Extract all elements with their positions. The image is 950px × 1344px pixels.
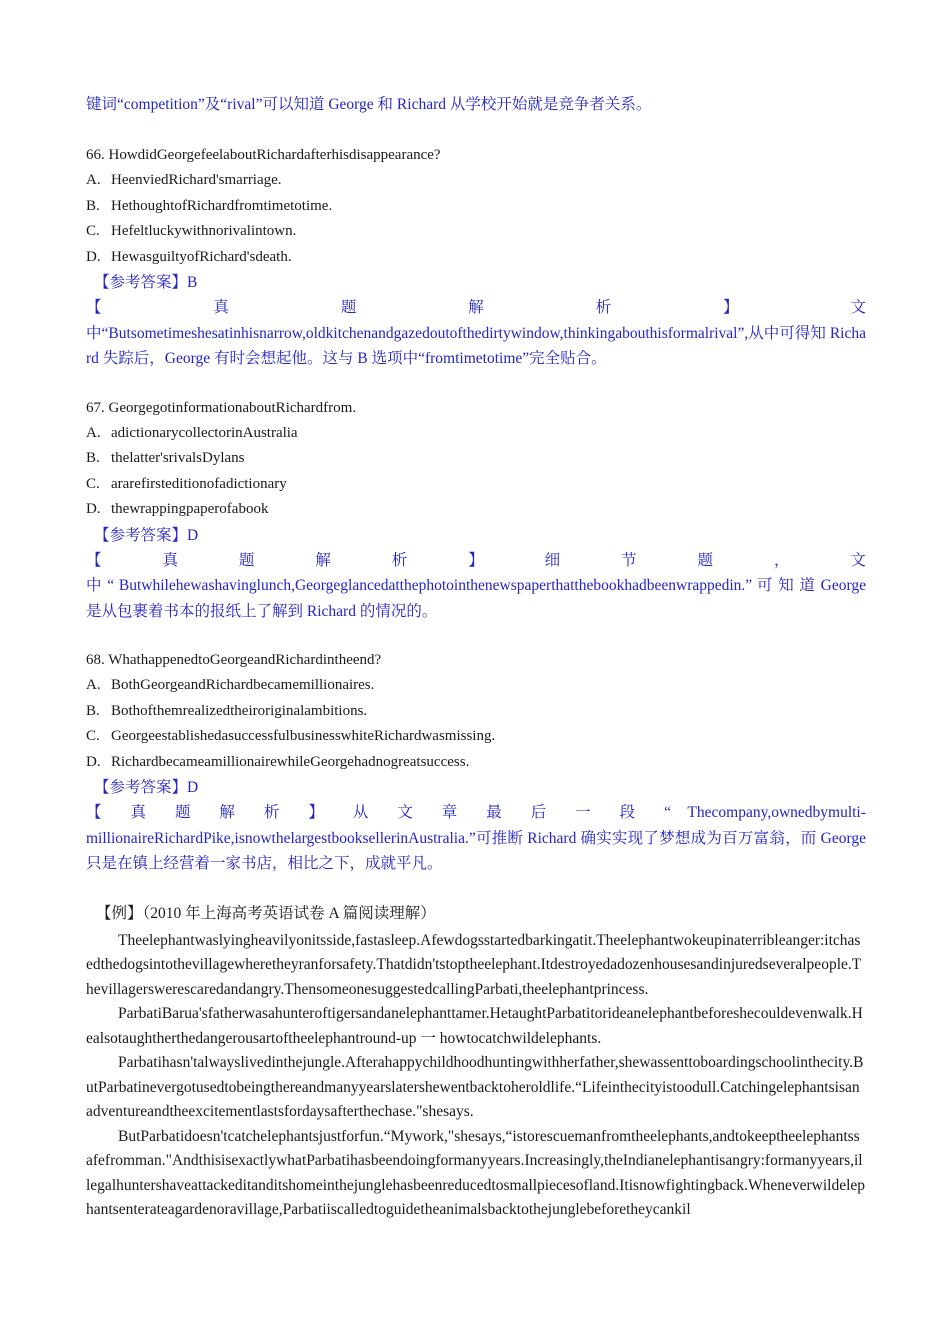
- question-stem: 67. GeorgegotinformationaboutRichardfrom.: [86, 399, 357, 416]
- analysis-heading-token: 【: [86, 804, 115, 821]
- passage-paragraph: Parbatihasn'talwayslivedinthejungle.Afterahappychildhoodhuntingwithherfather,shewassenttoboardingschoolinthecity.ButParbatinevergotusedtobeingthereandmanyyearslatershewentbacktoheroldlife.“Lifeinthecityistoodull.Catchingelephantsisanadventureandtheexcitementlastsfordaysafterthechase."shesays.: [86, 1054, 864, 1120]
- analysis-heading-token: Thecompany,ownedbymulti-: [687, 804, 866, 821]
- question-block: [86, 143, 866, 372]
- answer-option: [86, 750, 866, 776]
- analysis-heading-token: 解: [219, 804, 248, 821]
- analysis-heading-token: 解: [468, 299, 538, 316]
- question-stem: 68. WhathappenedtoGeorgeandRichardintheend?: [86, 652, 382, 668]
- option-text: HewasguiltyofRichard'sdeath.: [111, 248, 292, 265]
- analysis-heading-token: 析: [391, 551, 436, 569]
- option-text: thewrappingpaperofabook: [111, 501, 269, 517]
- option-label: C.: [86, 223, 100, 239]
- analysis-heading-token: 真: [213, 299, 283, 316]
- option-label: B.: [86, 702, 100, 719]
- option-text: GeorgeestablishedasuccessfulbusinesswhiteRichardwasmissing.: [111, 728, 496, 744]
- analysis-body: 中“Butsometimeshesatinhisnarrow,oldkitchenandgazedoutofthedirtywindow,thinkingabouthisformalrival”,从中可得知 Richard 失踪后，George 有时会想起他。这与 B 选项中“fromtimetotime”完全贴合。: [86, 324, 866, 367]
- question-list: [86, 143, 866, 877]
- answer-option: [86, 245, 866, 271]
- analysis-heading-token: 【: [86, 551, 131, 569]
- answer-option: [86, 497, 866, 523]
- question-block: [86, 396, 866, 625]
- answer-option: [86, 472, 866, 498]
- option-label: C.: [86, 475, 100, 492]
- analysis-heading-token: “: [664, 804, 671, 821]
- analysis-heading-token: 】: [468, 551, 513, 569]
- question-stem: 66. HowdidGeorgefeelaboutRichardafterhisdisappearance?: [86, 147, 441, 163]
- analysis-heading-token: 一: [575, 804, 604, 821]
- option-text: HeenviedRichard'smarriage.: [111, 172, 282, 188]
- analysis-heading-token: 题: [238, 551, 283, 569]
- reference-answer: 【参考答案】D: [94, 779, 199, 796]
- analysis-heading-token: ，: [773, 551, 818, 569]
- analysis-heading-token: 从: [352, 804, 381, 821]
- analysis-heading-token: 章: [441, 804, 470, 821]
- analysis-heading-token: 文: [397, 804, 426, 821]
- option-label: A.: [86, 677, 101, 693]
- option-text: adictionarycollectorinAustralia: [111, 424, 298, 441]
- option-text: Bothofthemrealizedtheiroriginalambitions.: [111, 702, 368, 719]
- document-page: [86, 92, 866, 1223]
- passage-paragraph: Theelephantwaslyingheavilyonitsside,fastasleep.Afewdogsstartedbarkingatit.Theelephantwokeupinaterribleanger:itchasedthedogsintothevillagewheretheyranforsafety.Thatdidn'tstoptheelephant.Itdestroyedadozenhousesandinjuredseveralpeople.Thevillagerswerescaredandangry.ThensomeonesuggestedcallingParbati,theelephantprincess.: [86, 931, 862, 998]
- analysis-heading: [86, 800, 866, 826]
- answer-option: [86, 194, 866, 220]
- analysis-heading: [86, 548, 866, 574]
- answer-option: [86, 168, 866, 194]
- answer-option: [86, 219, 866, 245]
- analysis-heading-token: 析: [595, 299, 666, 316]
- option-label: C.: [86, 728, 100, 744]
- option-label: A.: [86, 424, 101, 441]
- analysis-heading-token: 文: [850, 551, 866, 569]
- answer-option: [86, 446, 866, 472]
- option-label: B.: [86, 197, 100, 214]
- reference-answer: 【参考答案】B: [94, 274, 198, 291]
- analysis-heading-token: 】: [723, 299, 793, 316]
- option-text: ararefirsteditionofadictionary: [111, 475, 287, 492]
- analysis-heading-token: 】: [308, 804, 337, 821]
- option-text: thelatter'srivalsDylans: [111, 450, 245, 466]
- analysis-heading-token: 节: [621, 551, 666, 569]
- intro-analysis: 键词“competition”及“rival”可以知道 George 和 Richard 从学校开始就是竞争者关系。: [86, 96, 652, 113]
- analysis-heading-token: 【: [86, 299, 156, 316]
- reading-passage: [86, 929, 866, 1223]
- analysis-heading-token: 题: [174, 804, 203, 821]
- option-label: D.: [86, 501, 101, 517]
- option-text: BothGeorgeandRichardbecamemillionaires.: [111, 677, 375, 693]
- option-label: D.: [86, 248, 101, 265]
- analysis-body: 中 “ Butwhilehewashavinglunch,Georgeglancedatthephotointhenewspaperthatthebookhadbeenwrappedin.” 可 知 道 George 是从包裹着书本的报纸上了解到 Richard 的情况的。: [86, 577, 866, 620]
- answer-option: [86, 724, 866, 750]
- analysis-heading: [86, 295, 866, 321]
- analysis-heading-token: 真: [130, 804, 159, 821]
- analysis-heading-token: 段: [619, 804, 648, 821]
- option-text: RichardbecameamillionairewhileGeorgehadnogreatsuccess.: [111, 753, 470, 770]
- analysis-heading-token: 题: [340, 299, 411, 316]
- analysis-heading-token: 真: [162, 551, 207, 569]
- option-text: Hefeltluckywithnorivalintown.: [111, 223, 297, 239]
- answer-option: [86, 421, 866, 447]
- passage-paragraph: ParbatiBarua'sfatherwasahunteroftigersandanelephanttamer.HetaughtParbatitorideanelephantbeforeshecouldevenwalk.Healsotaughtherthedangerousartoftheelephantround-up 一 howtocatchwildelephants.: [86, 1005, 863, 1047]
- analysis-heading-token: 析: [263, 804, 292, 821]
- option-label: A.: [86, 172, 101, 188]
- analysis-heading-token: 最: [486, 804, 515, 821]
- analysis-heading-token: 后: [530, 804, 559, 821]
- question-block: [86, 648, 866, 877]
- analysis-heading-token: 解: [315, 551, 360, 569]
- analysis-heading-token: 文: [850, 299, 866, 316]
- answer-option: [86, 699, 866, 725]
- example-title: 【例】（2010 年上海高考英语试卷 A 篇阅读理解）: [96, 904, 436, 922]
- reference-answer: 【参考答案】D: [94, 526, 199, 544]
- analysis-heading-token: 细: [544, 551, 589, 569]
- passage-paragraph: ButParbatidoesn'tcatchelephantsjustforfun.“Mywork,"shesays,“istorescuemanfromtheelephants,andtokeeptheelephantssafefromman."AndthisisexactlywhatParbatihasbeendoingformanyyears.Increasingly,theIndianelephantisangry:formanyyears,illegalhuntershaveattackeditanditshomeinthejunglehasbeenreducedtosmallpiecesofland.Itisnowfightingback.Wheneverwildelephantsenterateagardenoravillage,Parbatiiscalledtoguidetheanimalsbacktothejunglebeforetheycankil: [86, 1127, 866, 1218]
- analysis-heading-token: 题: [697, 551, 742, 569]
- analysis-body: millionaireRichardPike,isnowthelargestbooksellerinAustralia.”可推断 Richard 确实实现了梦想成为百万富翁，而 George 只是在镇上经营着一家书店，相比之下，成就平凡。: [86, 829, 866, 872]
- option-label: D.: [86, 753, 101, 770]
- answer-option: [86, 673, 866, 699]
- option-text: HethoughtofRichardfromtimetotime.: [111, 197, 333, 214]
- option-label: B.: [86, 450, 100, 466]
